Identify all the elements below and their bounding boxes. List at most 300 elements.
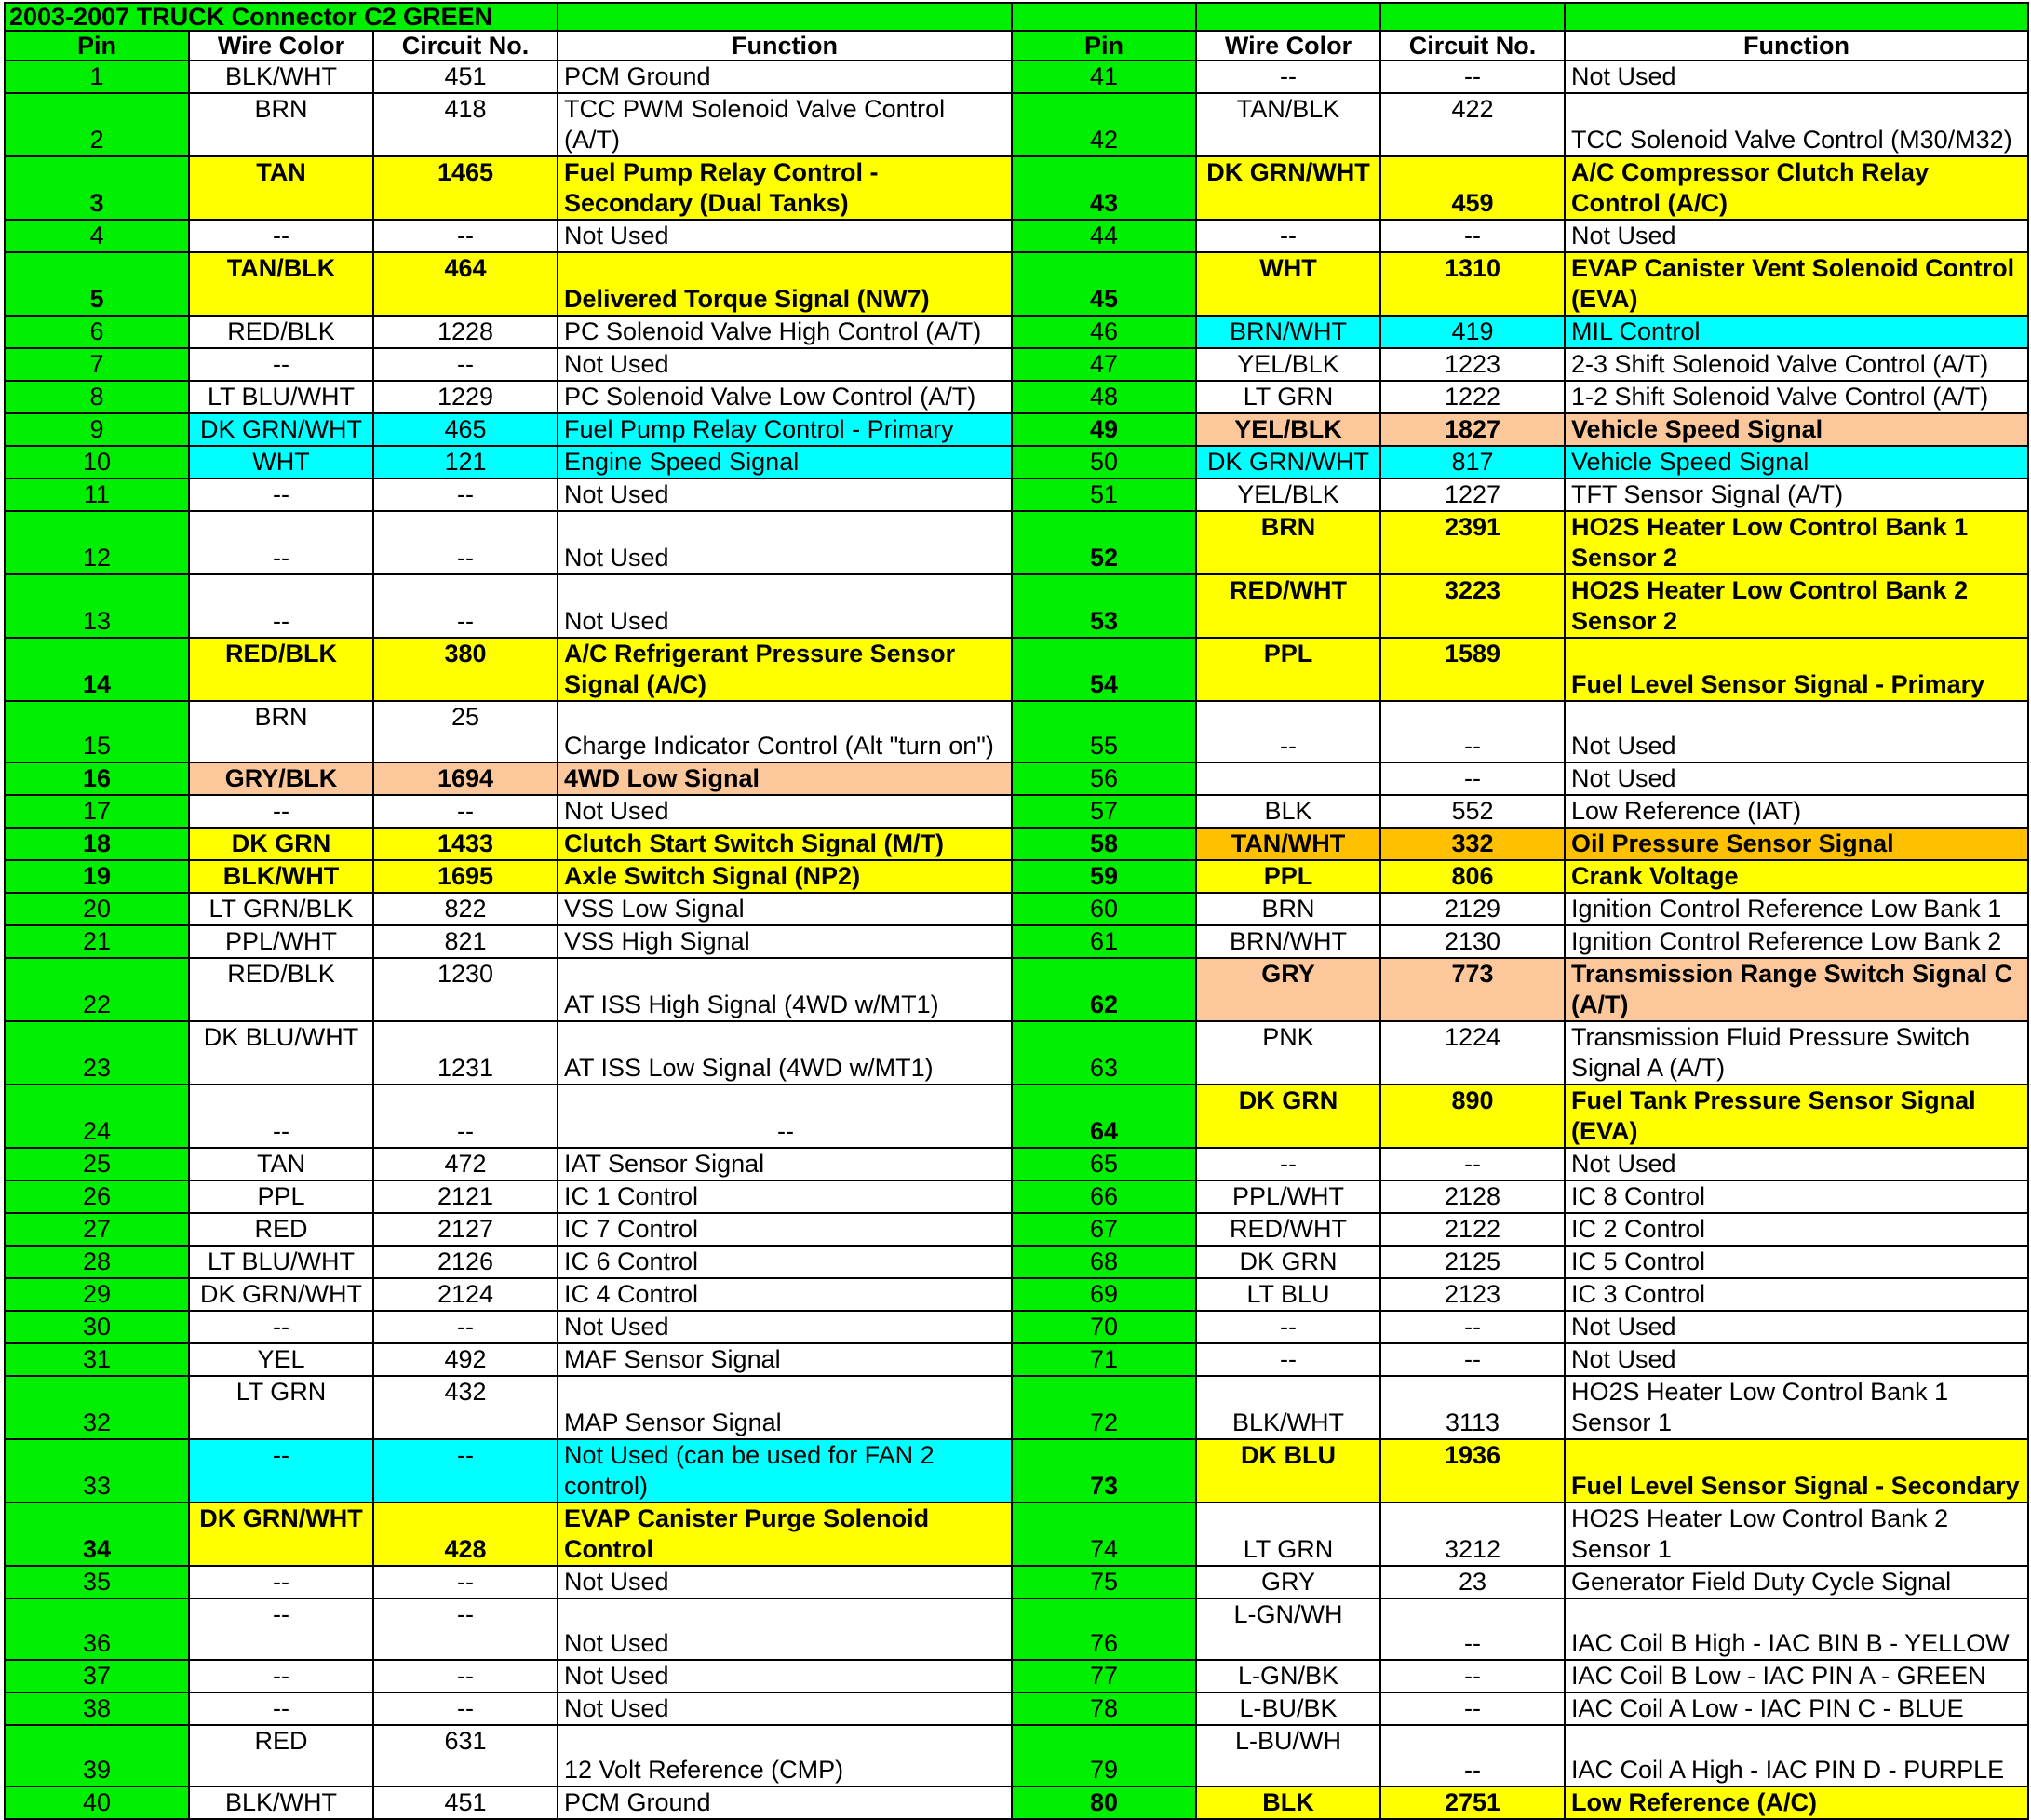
table-row xyxy=(5,1213,2028,1246)
function-cell: PC Solenoid Valve High Control (A/T) xyxy=(558,316,1012,348)
table-row xyxy=(5,348,2028,381)
function-cell: IC 7 Control xyxy=(558,1213,1012,1246)
circuit-cell: 459 xyxy=(1380,156,1565,220)
wire-color-cell: -- xyxy=(1196,1148,1380,1180)
pin-cell: 19 xyxy=(5,860,189,893)
function-cell: 4WD Low Signal xyxy=(558,762,1012,795)
pin-cell: 53 xyxy=(1012,574,1196,638)
circuit-cell: -- xyxy=(373,795,558,828)
circuit-cell: -- xyxy=(373,479,558,511)
title-row xyxy=(5,3,2028,31)
circuit-cell: 23 xyxy=(1380,1566,1565,1598)
wire-color-cell: -- xyxy=(189,1598,373,1660)
pin-cell: 64 xyxy=(1012,1085,1196,1148)
wire-color-cell: -- xyxy=(1196,1343,1380,1376)
function-cell: IC 2 Control xyxy=(1565,1213,2028,1246)
sheet-title: 2003-2007 TRUCK Connector C2 GREEN xyxy=(5,3,558,31)
wire-color-cell: YEL/BLK xyxy=(1196,413,1380,446)
function-cell: Not Used xyxy=(558,1598,1012,1660)
circuit-cell: -- xyxy=(1380,762,1565,795)
pin-cell: 9 xyxy=(5,413,189,446)
title-filler-cell xyxy=(1012,3,1196,31)
header-function-right: Function xyxy=(1565,31,2028,61)
wire-color-cell: LT BLU/WHT xyxy=(189,381,373,413)
pin-cell: 7 xyxy=(5,348,189,381)
function-cell: Crank Voltage xyxy=(1565,860,2028,893)
function-cell: Not Used xyxy=(1565,762,2028,795)
wire-color-cell: LT GRN xyxy=(1196,381,1380,413)
table-row xyxy=(5,1246,2028,1278)
pin-cell: 52 xyxy=(1012,511,1196,574)
circuit-cell: 806 xyxy=(1380,860,1565,893)
header-circuit-left: Circuit No. xyxy=(373,31,558,61)
table-row xyxy=(5,893,2028,925)
table-row xyxy=(5,828,2028,860)
circuit-cell: 1224 xyxy=(1380,1021,1565,1085)
wire-color-cell: GRY xyxy=(1196,1566,1380,1598)
wire-color-cell: BRN/WHT xyxy=(1196,316,1380,348)
function-cell: Axle Switch Signal (NP2) xyxy=(558,860,1012,893)
table-row xyxy=(5,925,2028,958)
function-cell: Not Used xyxy=(558,795,1012,828)
circuit-cell: -- xyxy=(373,1692,558,1725)
function-cell: Low Reference (IAT) xyxy=(1565,795,2028,828)
function-cell: Not Used xyxy=(558,1566,1012,1598)
pin-cell: 58 xyxy=(1012,828,1196,860)
wire-color-cell: PPL/WHT xyxy=(1196,1180,1380,1213)
circuit-cell: 890 xyxy=(1380,1085,1565,1148)
wire-color-cell: YEL/BLK xyxy=(1196,479,1380,511)
wire-color-cell: -- xyxy=(189,1566,373,1598)
header-pin-right: Pin xyxy=(1012,31,1196,61)
table-row xyxy=(5,574,2028,638)
wire-color-cell: -- xyxy=(1196,61,1380,93)
wire-color-cell: -- xyxy=(189,795,373,828)
function-cell: Charge Indicator Control (Alt "turn on") xyxy=(558,701,1012,762)
circuit-cell: 1433 xyxy=(373,828,558,860)
function-cell: Not Used xyxy=(558,1660,1012,1692)
table-row xyxy=(5,1085,2028,1148)
function-cell: IC 3 Control xyxy=(1565,1278,2028,1311)
function-cell: VSS Low Signal xyxy=(558,893,1012,925)
pin-cell: 49 xyxy=(1012,413,1196,446)
function-cell: 12 Volt Reference (CMP) xyxy=(558,1725,1012,1786)
table-row xyxy=(5,316,2028,348)
circuit-cell: 2121 xyxy=(373,1180,558,1213)
circuit-cell: -- xyxy=(1380,220,1565,252)
pin-cell: 6 xyxy=(5,316,189,348)
function-cell: AT ISS Low Signal (4WD w/MT1) xyxy=(558,1021,1012,1085)
pin-cell: 20 xyxy=(5,893,189,925)
circuit-cell: 821 xyxy=(373,925,558,958)
table-row xyxy=(5,860,2028,893)
wire-color-cell: RED xyxy=(189,1725,373,1786)
function-cell: PC Solenoid Valve Low Control (A/T) xyxy=(558,381,1012,413)
pin-cell: 13 xyxy=(5,574,189,638)
wire-color-cell: TAN/BLK xyxy=(189,252,373,316)
function-cell: HO2S Heater Low Control Bank 2 Sensor 1 xyxy=(1565,1503,2028,1566)
pin-cell: 21 xyxy=(5,925,189,958)
title-filler-cell xyxy=(1380,3,1565,31)
wire-color-cell: YEL/BLK xyxy=(1196,348,1380,381)
pin-cell: 8 xyxy=(5,381,189,413)
table-row xyxy=(5,1021,2028,1085)
function-cell: Not Used xyxy=(1565,1311,2028,1343)
wire-color-cell: DK GRN xyxy=(1196,1085,1380,1148)
wire-color-cell: BLK/WHT xyxy=(189,860,373,893)
table-row xyxy=(5,1503,2028,1566)
header-circuit-right: Circuit No. xyxy=(1380,31,1565,61)
wire-color-cell: DK GRN/WHT xyxy=(189,413,373,446)
table-row xyxy=(5,1180,2028,1213)
pin-cell: 50 xyxy=(1012,446,1196,479)
wire-color-cell: BLK/WHT xyxy=(189,1786,373,1819)
pinout-table xyxy=(4,2,2029,1820)
table-row xyxy=(5,795,2028,828)
wire-color-cell: BLK/WHT xyxy=(189,61,373,93)
title-filler-cell xyxy=(1196,3,1380,31)
pin-cell: 30 xyxy=(5,1311,189,1343)
wire-color-cell: PPL xyxy=(1196,638,1380,701)
circuit-cell: 2124 xyxy=(373,1278,558,1311)
pin-cell: 35 xyxy=(5,1566,189,1598)
function-cell: HO2S Heater Low Control Bank 2 Sensor 2 xyxy=(1565,574,2028,638)
wire-color-cell: BLK/WHT xyxy=(1196,1376,1380,1439)
pin-cell: 56 xyxy=(1012,762,1196,795)
circuit-cell: -- xyxy=(1380,1148,1565,1180)
pin-cell: 29 xyxy=(5,1278,189,1311)
function-cell: IC 8 Control xyxy=(1565,1180,2028,1213)
wire-color-cell: -- xyxy=(1196,701,1380,762)
circuit-cell: 3223 xyxy=(1380,574,1565,638)
wire-color-cell: DK GRN/WHT xyxy=(189,1278,373,1311)
function-cell: TCC Solenoid Valve Control (M30/M32) xyxy=(1565,93,2028,156)
table-row xyxy=(5,220,2028,252)
wire-color-cell: PNK xyxy=(1196,1021,1380,1085)
circuit-cell: 451 xyxy=(373,1786,558,1819)
wire-color-cell: GRY xyxy=(1196,958,1380,1021)
circuit-cell: -- xyxy=(1380,1660,1565,1692)
wire-color-cell: BRN/WHT xyxy=(1196,925,1380,958)
circuit-cell: -- xyxy=(1380,1311,1565,1343)
header-wire-right: Wire Color xyxy=(1196,31,1380,61)
circuit-cell: 3212 xyxy=(1380,1503,1565,1566)
circuit-cell: 3113 xyxy=(1380,1376,1565,1439)
pin-cell: 40 xyxy=(5,1786,189,1819)
wire-color-cell xyxy=(1196,762,1380,795)
circuit-cell: 2130 xyxy=(1380,925,1565,958)
function-cell: -- xyxy=(558,1085,1012,1148)
pin-cell: 69 xyxy=(1012,1278,1196,1311)
function-cell: Not Used xyxy=(1565,61,2028,93)
function-cell: Delivered Torque Signal (NW7) xyxy=(558,252,1012,316)
pin-cell: 45 xyxy=(1012,252,1196,316)
function-cell: 1-2 Shift Solenoid Valve Control (A/T) xyxy=(1565,381,2028,413)
pin-cell: 72 xyxy=(1012,1376,1196,1439)
function-cell: VSS High Signal xyxy=(558,925,1012,958)
title-filler-cell xyxy=(558,3,1012,31)
pin-cell: 80 xyxy=(1012,1786,1196,1819)
pin-cell: 25 xyxy=(5,1148,189,1180)
pin-cell: 55 xyxy=(1012,701,1196,762)
circuit-cell: 631 xyxy=(373,1725,558,1786)
pin-cell: 75 xyxy=(1012,1566,1196,1598)
function-cell: TCC PWM Solenoid Valve Control (A/T) xyxy=(558,93,1012,156)
wire-color-cell: GRY/BLK xyxy=(189,762,373,795)
function-cell: IAC Coil A High - IAC PIN D - PURPLE xyxy=(1565,1725,2028,1786)
circuit-cell: 432 xyxy=(373,1376,558,1439)
pin-cell: 26 xyxy=(5,1180,189,1213)
circuit-cell: 1694 xyxy=(373,762,558,795)
table-row xyxy=(5,252,2028,316)
circuit-cell: -- xyxy=(373,1598,558,1660)
wire-color-cell: -- xyxy=(189,348,373,381)
pin-cell: 66 xyxy=(1012,1180,1196,1213)
wire-color-cell: TAN xyxy=(189,156,373,220)
table-row xyxy=(5,1376,2028,1439)
circuit-cell: 465 xyxy=(373,413,558,446)
wire-color-cell: -- xyxy=(189,511,373,574)
table-row xyxy=(5,1439,2028,1503)
circuit-cell: 773 xyxy=(1380,958,1565,1021)
function-cell: Ignition Control Reference Low Bank 2 xyxy=(1565,925,2028,958)
pin-cell: 33 xyxy=(5,1439,189,1503)
table-row xyxy=(5,511,2028,574)
pin-cell: 4 xyxy=(5,220,189,252)
circuit-cell: 822 xyxy=(373,893,558,925)
circuit-cell: 1589 xyxy=(1380,638,1565,701)
wire-color-cell: BRN xyxy=(1196,893,1380,925)
table-row xyxy=(5,1148,2028,1180)
pin-cell: 10 xyxy=(5,446,189,479)
table-row xyxy=(5,762,2028,795)
pin-cell: 38 xyxy=(5,1692,189,1725)
table-row xyxy=(5,958,2028,1021)
function-cell: Not Used xyxy=(558,348,1012,381)
function-cell: Not Used xyxy=(558,574,1012,638)
pin-cell: 63 xyxy=(1012,1021,1196,1085)
function-cell: MAF Sensor Signal xyxy=(558,1343,1012,1376)
wire-color-cell: WHT xyxy=(189,446,373,479)
circuit-cell: -- xyxy=(1380,61,1565,93)
wire-color-cell: LT GRN xyxy=(189,1376,373,1439)
function-cell: PCM Ground xyxy=(558,1786,1012,1819)
circuit-cell: -- xyxy=(373,1439,558,1503)
wire-color-cell: LT BLU/WHT xyxy=(189,1246,373,1278)
pin-cell: 79 xyxy=(1012,1725,1196,1786)
pin-cell: 61 xyxy=(1012,925,1196,958)
circuit-cell: -- xyxy=(373,1660,558,1692)
circuit-cell: -- xyxy=(373,511,558,574)
circuit-cell: 464 xyxy=(373,252,558,316)
table-row xyxy=(5,1725,2028,1786)
wire-color-cell: RED/WHT xyxy=(1196,574,1380,638)
pin-cell: 2 xyxy=(5,93,189,156)
circuit-cell: 2122 xyxy=(1380,1213,1565,1246)
circuit-cell: 1222 xyxy=(1380,381,1565,413)
table-row xyxy=(5,701,2028,762)
pin-cell: 11 xyxy=(5,479,189,511)
function-cell: IAC Coil A Low - IAC PIN C - BLUE xyxy=(1565,1692,2028,1725)
function-cell: Fuel Level Sensor Signal - Primary xyxy=(1565,638,2028,701)
wire-color-cell: LT BLU xyxy=(1196,1278,1380,1311)
function-cell: Vehicle Speed Signal xyxy=(1565,446,2028,479)
circuit-cell: 419 xyxy=(1380,316,1565,348)
pin-cell: 16 xyxy=(5,762,189,795)
function-cell: HO2S Heater Low Control Bank 1 Sensor 1 xyxy=(1565,1376,2028,1439)
wire-color-cell: PPL xyxy=(189,1180,373,1213)
circuit-cell: 1310 xyxy=(1380,252,1565,316)
pin-cell: 51 xyxy=(1012,479,1196,511)
function-cell: EVAP Canister Purge Solenoid Control xyxy=(558,1503,1012,1566)
wire-color-cell: RED/BLK xyxy=(189,316,373,348)
circuit-cell: 2391 xyxy=(1380,511,1565,574)
function-cell: A/C Compressor Clutch Relay Control (A/C) xyxy=(1565,156,2028,220)
wire-color-cell: DK GRN xyxy=(1196,1246,1380,1278)
circuit-cell: 2128 xyxy=(1380,1180,1565,1213)
table-row xyxy=(5,638,2028,701)
wire-color-cell: BRN xyxy=(189,93,373,156)
header-row xyxy=(5,31,2028,61)
wire-color-cell: -- xyxy=(189,574,373,638)
function-cell: Transmission Range Switch Signal C (A/T) xyxy=(1565,958,2028,1021)
pin-cell: 43 xyxy=(1012,156,1196,220)
circuit-cell: -- xyxy=(373,220,558,252)
pin-cell: 23 xyxy=(5,1021,189,1085)
pin-cell: 71 xyxy=(1012,1343,1196,1376)
circuit-cell: 817 xyxy=(1380,446,1565,479)
function-cell: Not Used xyxy=(1565,1343,2028,1376)
wire-color-cell: RED/BLK xyxy=(189,958,373,1021)
pin-cell: 18 xyxy=(5,828,189,860)
pin-cell: 54 xyxy=(1012,638,1196,701)
pin-cell: 5 xyxy=(5,252,189,316)
wire-color-cell: WHT xyxy=(1196,252,1380,316)
wire-color-cell: BLK xyxy=(1196,1786,1380,1819)
circuit-cell: -- xyxy=(1380,1692,1565,1725)
pin-cell: 39 xyxy=(5,1725,189,1786)
wire-color-cell: BRN xyxy=(1196,511,1380,574)
circuit-cell: -- xyxy=(1380,1725,1565,1786)
pin-cell: 17 xyxy=(5,795,189,828)
wire-color-cell: DK GRN/WHT xyxy=(189,1503,373,1566)
function-cell: IC 6 Control xyxy=(558,1246,1012,1278)
function-cell: Oil Pressure Sensor Signal xyxy=(1565,828,2028,860)
wire-color-cell: L-BU/WH xyxy=(1196,1725,1380,1786)
circuit-cell: 2126 xyxy=(373,1246,558,1278)
circuit-cell: -- xyxy=(373,1311,558,1343)
wire-color-cell: BLK xyxy=(1196,795,1380,828)
circuit-cell: 1827 xyxy=(1380,413,1565,446)
function-cell: PCM Ground xyxy=(558,61,1012,93)
function-cell: IC 5 Control xyxy=(1565,1246,2028,1278)
function-cell: Not Used xyxy=(1565,220,2028,252)
pin-cell: 42 xyxy=(1012,93,1196,156)
function-cell: IC 4 Control xyxy=(558,1278,1012,1311)
pin-cell: 24 xyxy=(5,1085,189,1148)
wire-color-cell: -- xyxy=(189,1439,373,1503)
title-filler-cell xyxy=(1565,3,2028,31)
header-pin-left: Pin xyxy=(5,31,189,61)
circuit-cell: 422 xyxy=(1380,93,1565,156)
wire-color-cell: -- xyxy=(189,1311,373,1343)
pin-cell: 1 xyxy=(5,61,189,93)
circuit-cell: 1230 xyxy=(373,958,558,1021)
pin-cell: 78 xyxy=(1012,1692,1196,1725)
circuit-cell: 1465 xyxy=(373,156,558,220)
pin-cell: 37 xyxy=(5,1660,189,1692)
circuit-cell: -- xyxy=(1380,1343,1565,1376)
circuit-cell: 428 xyxy=(373,1503,558,1566)
wire-color-cell: PPL xyxy=(1196,860,1380,893)
pin-cell: 70 xyxy=(1012,1311,1196,1343)
table-row xyxy=(5,93,2028,156)
pin-cell: 76 xyxy=(1012,1598,1196,1660)
wire-color-cell: -- xyxy=(1196,1311,1380,1343)
circuit-cell: 552 xyxy=(1380,795,1565,828)
function-cell: 2-3 Shift Solenoid Valve Control (A/T) xyxy=(1565,348,2028,381)
function-cell: Fuel Pump Relay Control - Secondary (Dual Tanks) xyxy=(558,156,1012,220)
circuit-cell: 1223 xyxy=(1380,348,1565,381)
circuit-cell: 25 xyxy=(373,701,558,762)
pin-cell: 44 xyxy=(1012,220,1196,252)
function-cell: MIL Control xyxy=(1565,316,2028,348)
pin-cell: 68 xyxy=(1012,1246,1196,1278)
wire-color-cell: LT GRN xyxy=(1196,1503,1380,1566)
wire-color-cell: PPL/WHT xyxy=(189,925,373,958)
circuit-cell: 1229 xyxy=(373,381,558,413)
function-cell: Ignition Control Reference Low Bank 1 xyxy=(1565,893,2028,925)
pin-cell: 73 xyxy=(1012,1439,1196,1503)
pin-cell: 28 xyxy=(5,1246,189,1278)
header-function-left: Function xyxy=(558,31,1012,61)
function-cell: Not Used xyxy=(558,220,1012,252)
pin-cell: 57 xyxy=(1012,795,1196,828)
table-row xyxy=(5,446,2028,479)
pin-cell: 62 xyxy=(1012,958,1196,1021)
table-row xyxy=(5,381,2028,413)
function-cell: AT ISS High Signal (4WD w/MT1) xyxy=(558,958,1012,1021)
circuit-cell: -- xyxy=(373,574,558,638)
circuit-cell: 1936 xyxy=(1380,1439,1565,1503)
circuit-cell: 2129 xyxy=(1380,893,1565,925)
circuit-cell: 2127 xyxy=(373,1213,558,1246)
pin-cell: 36 xyxy=(5,1598,189,1660)
wire-color-cell: RED/BLK xyxy=(189,638,373,701)
pin-cell: 65 xyxy=(1012,1148,1196,1180)
wire-color-cell: -- xyxy=(189,1692,373,1725)
circuit-cell: 472 xyxy=(373,1148,558,1180)
wire-color-cell: TAN xyxy=(189,1148,373,1180)
wire-color-cell: LT GRN/BLK xyxy=(189,893,373,925)
circuit-cell: 451 xyxy=(373,61,558,93)
wire-color-cell: BRN xyxy=(189,701,373,762)
table-row xyxy=(5,156,2028,220)
circuit-cell: -- xyxy=(373,348,558,381)
table-row xyxy=(5,1278,2028,1311)
table-row xyxy=(5,1786,2028,1819)
wire-color-cell: DK BLU/WHT xyxy=(189,1021,373,1085)
table-row xyxy=(5,1598,2028,1660)
table-row xyxy=(5,1692,2028,1725)
function-cell: IC 1 Control xyxy=(558,1180,1012,1213)
function-cell: Not Used xyxy=(1565,701,2028,762)
wire-color-cell: DK GRN xyxy=(189,828,373,860)
table-row xyxy=(5,1343,2028,1376)
wire-color-cell: YEL xyxy=(189,1343,373,1376)
pin-cell: 60 xyxy=(1012,893,1196,925)
pin-cell: 67 xyxy=(1012,1213,1196,1246)
